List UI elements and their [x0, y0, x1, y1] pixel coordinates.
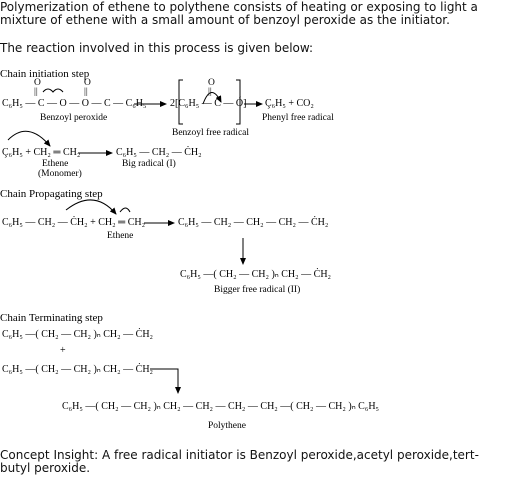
propagation-reactants: C₆H₅ — CH₂ — ĊH₂ + CH₂ ═ CH₂ [2, 217, 146, 228]
fishhook-ethene [120, 208, 130, 212]
reaction-heading: The reaction involved in this process is given below: [0, 41, 314, 55]
propagation-product: C₆H₅ — CH₂ — CH₂ — CH₂ — ĊH₂ [178, 217, 329, 228]
initiation-title: Chain initiation step [0, 68, 90, 80]
ethene-label-1: Ethene [42, 159, 69, 169]
benzoyl-radical-formula: 2[C₆H₅ — C — Ó] [170, 98, 247, 109]
termination-radical-2: C₆H₅ —( CH₂ — CH₂ )ₙ CH₂ — ĊH₂ [2, 364, 154, 375]
carbonyl-oxygen-left: O [34, 78, 41, 88]
bracket-left [179, 80, 183, 124]
benzoyl-radical-name: Benzoyl free radical [172, 128, 250, 138]
benzoyl-peroxide-name: Benzoyl peroxide [40, 113, 108, 123]
carbonyl-oxygen-right: O [84, 78, 91, 88]
termination-title: Chain Terminating step [0, 312, 103, 324]
carbonyl-oxygen-radical: O [208, 78, 215, 88]
fishhook-propagation [66, 200, 116, 214]
fishhook-addition [8, 131, 50, 146]
double-bond-right: || [84, 87, 88, 97]
termination-plus: + [60, 345, 66, 356]
insight-line-1: Concept Insight: A free radical initiator is Benzoyl peroxide,acetyl peroxide,tert- [0, 448, 479, 462]
bracket-right [236, 80, 240, 124]
big-radical-formula: C₆H₅ — CH₂ — ĊH₂ [116, 147, 202, 158]
bigger-radical-name: Bigger free radical (II) [214, 285, 301, 295]
termination-radical-1: C₆H₅ —( CH₂ — CH₂ )ₙ CH₂ — ĊH₂ [2, 329, 154, 340]
phenyl-radical-formula: Ç₆H₅ + CO₂ [265, 98, 314, 109]
double-bond-radical: || [208, 87, 212, 97]
polythene-name: Polythene [208, 421, 246, 431]
double-bond-left: || [34, 87, 38, 97]
benzoyl-peroxide-formula: C₆H₅ — C — O — O — C — C₆H₅ [2, 98, 147, 109]
bigger-radical-formula: C₆H₅ —( CH₂ — CH₂ )ₙ CH₂ — ĊH₂ [180, 269, 332, 280]
arrow-termination [150, 369, 178, 393]
big-radical-name: Big radical (I) [122, 159, 176, 169]
addition-reactants: Ç₆H₅ + CH₂ ═ CH₂ [2, 147, 81, 158]
phenyl-radical-name: Phenyl free radical [262, 113, 334, 123]
fishhook-radical [203, 92, 221, 104]
monomer-label: (Monomer) [38, 169, 82, 179]
ethene-label-2: Ethene [107, 231, 134, 241]
intro-line-2: mixture of ethene with a small amount of benzoyl peroxide as the initiator. [0, 13, 450, 27]
intro-line-1: Polymerization of ethene to polythene consists of heating or exposing to light a [0, 0, 478, 14]
fishhook-peroxide [43, 89, 63, 92]
insight-line-2: butyl peroxide. [0, 461, 91, 475]
polythene-formula: C₆H₅ —( CH₂ — CH₂ )ₙ CH₂ — CH₂ — CH₂ — CH₂ —( CH₂ — CH₂ )ₙ C₆H₅ [62, 401, 380, 412]
propagation-title: Chain Propagating step [0, 188, 103, 200]
